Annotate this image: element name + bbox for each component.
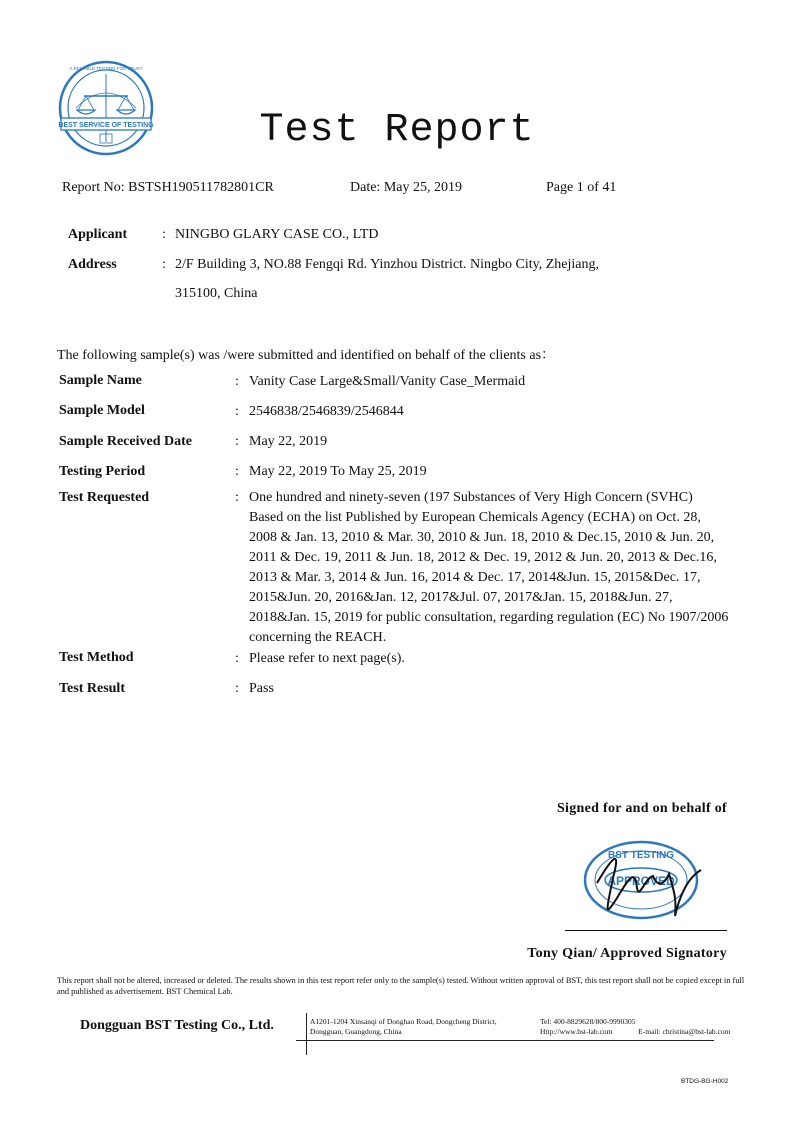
field-value-received-date: May 22, 2019 xyxy=(249,434,328,449)
applicant-label: Applicant xyxy=(68,227,128,242)
footer-vertical-divider xyxy=(306,1013,307,1055)
company-name: Dongguan BST Testing Co., Ltd. xyxy=(80,1018,274,1033)
field-value-sample-model: 2546838/2546839/2546844 xyxy=(249,404,404,419)
company-address xyxy=(310,1017,497,1037)
address-line-1: 2/F Building 3, NO.88 Fengqi Rd. Yinzhou District. Ningbo City, Zhejiang, xyxy=(175,257,600,272)
separator: : xyxy=(235,434,239,449)
field-label-testing-period: Testing Period xyxy=(59,464,146,479)
applicant-value: NINGBO GLARY CASE CO., LTD xyxy=(175,227,379,242)
company-email[interactable]: E-mail: christina@bst-lab.com xyxy=(638,1027,731,1036)
svg-text:A RELIABLE TESTING FOR TRUST: A RELIABLE TESTING FOR TRUST xyxy=(69,66,143,71)
separator: : xyxy=(235,374,239,389)
separator: : xyxy=(235,464,239,479)
separator: : xyxy=(235,651,239,666)
separator: : xyxy=(235,404,239,419)
svg-text:BST TESTING: BST TESTING xyxy=(607,850,675,861)
company-address-line-1: A1201-1204 Xinsanqi of Donghao Road, Dongcheng District, xyxy=(310,1017,497,1026)
footer-horizontal-divider xyxy=(296,1040,714,1041)
field-value-sample-name: Vanity Case Large&Small/Vanity Case_Mermaid xyxy=(249,374,526,389)
svg-text:APPROVED: APPROVED xyxy=(607,874,675,888)
intro-text: The following sample(s) was /were submitted and identified on behalf of the clients as： xyxy=(57,348,556,363)
field-label-test-method: Test Method xyxy=(59,650,134,665)
field-label-received-date: Sample Received Date xyxy=(59,434,192,449)
separator: : xyxy=(162,227,166,242)
separator: : xyxy=(235,681,239,696)
page-title: Test Report xyxy=(259,108,535,153)
field-value-testing-period: May 22, 2019 To May 25, 2019 xyxy=(249,464,427,479)
company-contact xyxy=(540,1017,730,1037)
company-tel: Tel: 400-8829628/800-9990305 xyxy=(540,1017,636,1026)
svg-text:BEST SERVICE OF TESTING: BEST SERVICE OF TESTING xyxy=(58,122,154,129)
signatory-name: Tony Qian/ Approved Signatory xyxy=(527,946,727,961)
field-label-sample-name: Sample Name xyxy=(59,373,142,388)
report-number: Report No: BSTSH190511782801CR xyxy=(62,180,274,195)
field-label-test-result: Test Result xyxy=(59,681,125,696)
approved-stamp xyxy=(583,838,703,923)
field-value-test-method: Please refer to next page(s). xyxy=(249,651,405,666)
field-label-sample-model: Sample Model xyxy=(59,403,145,418)
separator: : xyxy=(235,490,239,505)
page-indicator: Page 1 of 41 xyxy=(546,180,617,195)
field-value-test-result: Pass xyxy=(249,681,274,696)
separator: : xyxy=(162,257,166,272)
report-date: Date: May 25, 2019 xyxy=(350,180,462,195)
company-address-line-2: Dongguan, Guangdong, China xyxy=(310,1027,402,1036)
document-code: BTDG-BG-H002 xyxy=(681,1078,729,1085)
field-label-test-requested: Test Requested xyxy=(59,490,150,505)
address-line-2: 315100, China xyxy=(175,286,258,301)
signed-for-label: Signed for and on behalf of xyxy=(556,801,727,816)
company-website[interactable]: Http://www.bst-lab.com xyxy=(540,1027,613,1036)
address-label: Address xyxy=(68,257,117,272)
field-value-test-requested: One hundred and ninety-seven (197 Substances of Very High Concern (SVHC) Based on the list Published by European Chemicals Agency (ECHA) on Oct. 28, 2008 & Jan. 13, 2010 & Mar. 30, 2010 & Jun. 18, 2010 & Dec.15, 2010 & Jun. 20, 2011 & Dec. 19, 2011 & Jun. 18, 2012 & Dec. 19, 2012 & Jun. 20, 2013 & Dec.16, 2013 & Mar. 3, 2014 & Jun. 16, 2014 & Dec. 17, 2014&Jun. 15, 2015&Dec. 17, 2015&Jun. 20, 2016&Jan. 12, 2017&Jul. 07, 2017&Jan. 15, 2018&Jun. 27, 2018&Jan. 15, 2019 for public consultation, regarding regulation (EC) No 1907/2006 concerning the REACH. xyxy=(249,490,729,645)
signature-line xyxy=(565,930,727,931)
approved-stamp-icon xyxy=(583,838,703,923)
disclaimer-text: This report shall not be altered, increased or deleted. The results shown in this test report refer only to the sample(s) tested. Without written approval of BST, this test report shall not be copied except in full and published as advertisement. BST Chemical Lab. xyxy=(57,976,745,996)
